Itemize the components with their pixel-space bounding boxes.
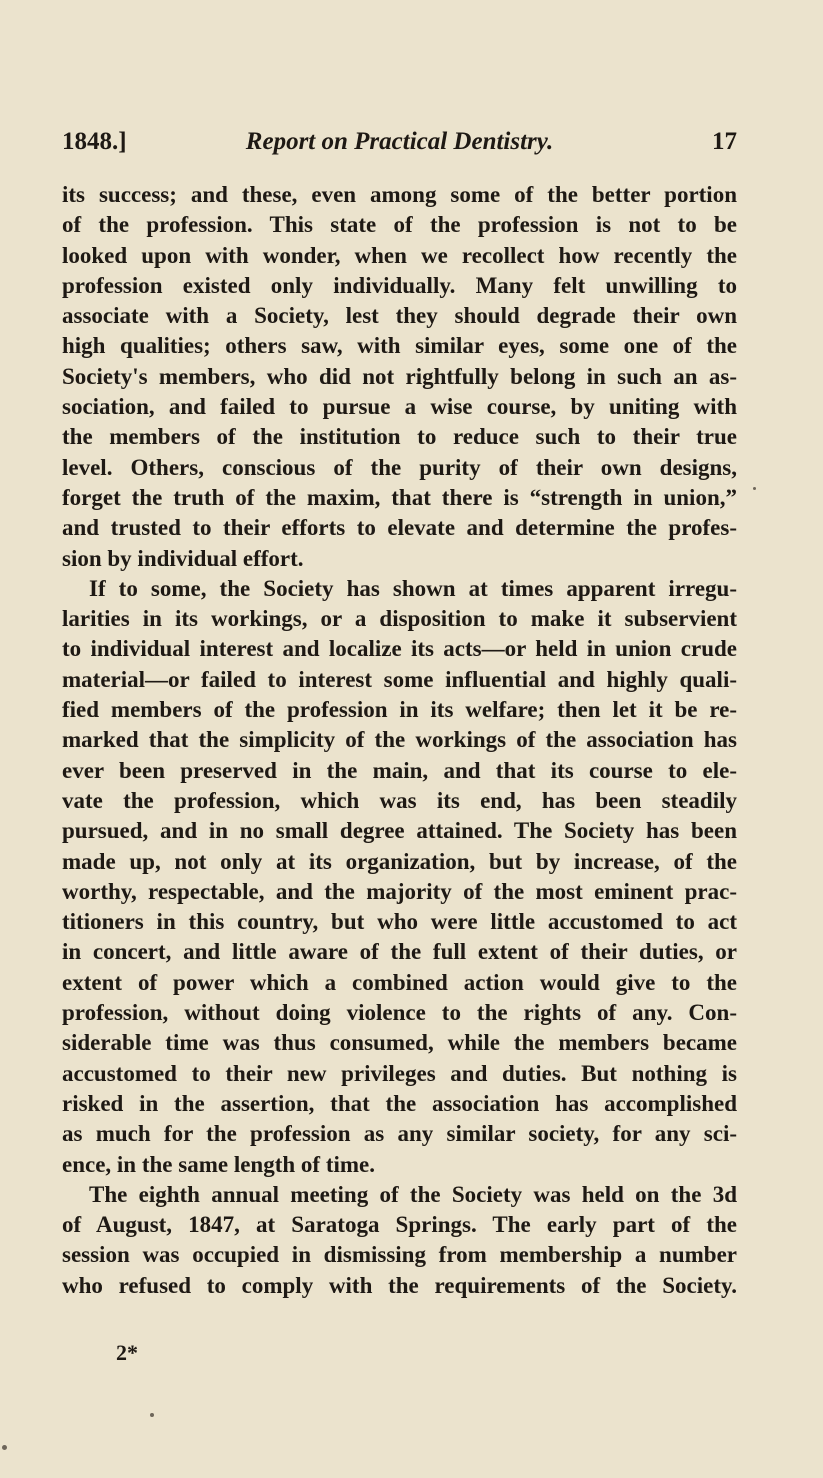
text-line: vate the profession, which was its end, has been steadily (62, 787, 737, 813)
text-line: sociation, and failed to pursue a wise course, by uniting with (62, 394, 737, 420)
text-line: accustomed to their new privileges and duties. But nothing is (62, 1060, 737, 1086)
text-line: fied members of the profession in its welfare; then let it be re- (62, 697, 737, 723)
text-line: who refused to comply with the requirements of the Society. (62, 1272, 737, 1298)
body-text (62, 180, 737, 1301)
text-line: its success; and these, even among some of the better portion (62, 182, 737, 207)
text-line: and trusted to their efforts to elevate and determine the profes- (62, 515, 737, 541)
text-line: sion by individual effort. (62, 545, 304, 571)
text-line: looked upon with wonder, when we recollect how recently the (62, 242, 737, 268)
text-line: The eighth annual meeting of the Society was held on the 3d (89, 1181, 737, 1207)
header-year: 1848.] (62, 128, 127, 155)
page-number: 17 (712, 128, 737, 155)
text-line: worthy, respectable, and the majority of the most eminent prac- (62, 878, 737, 904)
text-line: the members of the institution to reduce such to their true (62, 424, 737, 450)
text-line: profession, without doing violence to the rights of any. Con- (62, 1000, 737, 1026)
text-line: material—or failed to interest some influential and highly quali- (62, 666, 737, 692)
running-header (62, 128, 737, 164)
text-line: as much for the profession as any similar society, for any sci- (62, 1121, 737, 1147)
text-line: level. Others, conscious of the purity of their own designs, (62, 454, 737, 480)
text-line: pursued, and in no small degree attained. The Society has been (62, 818, 737, 844)
header-title: Report on Practical Dentistry. (245, 128, 554, 155)
text-line: ever been preserved in the main, and that its course to ele- (62, 757, 737, 783)
paper-speck (753, 487, 756, 490)
text-line: of August, 1847, at Saratoga Springs. The early part of the (62, 1212, 737, 1238)
text-line: titioners in this country, but who were little accustomed to act (62, 909, 737, 935)
text-line: larities in its workings, or a disposition to make it subservient (62, 606, 737, 632)
text-line: to individual interest and localize its acts—or held in union crude (62, 636, 737, 662)
text-line: risked in the assertion, that the association has accomplished (62, 1090, 737, 1116)
text-line: forget the truth of the maxim, that there is “strength in union,” (62, 484, 737, 510)
text-line: marked that the simplicity of the workings of the association has (62, 727, 737, 753)
text-line: profession existed only individually. Many felt unwilling to (62, 272, 737, 298)
text-line: session was occupied in dismissing from membership a number (62, 1242, 737, 1268)
paper-speck (150, 1413, 154, 1417)
text-line: extent of power which a combined action would give to the (62, 969, 737, 995)
text-line: made up, not only at its organization, but by increase, of the (62, 848, 737, 874)
text-line: associate with a Society, lest they should degrade their own (62, 303, 737, 329)
text-line: ence, in the same length of time. (62, 1151, 375, 1177)
text-line: in concert, and little aware of the full extent of their duties, or (62, 939, 737, 965)
paper-speck (2, 1445, 7, 1450)
text-line: Society's members, who did not rightfully belong in such an as- (62, 363, 737, 389)
text-line: high qualities; others saw, with similar eyes, some one of the (62, 333, 737, 359)
text-line: If to some, the Society has shown at times apparent irregu- (89, 575, 737, 601)
text-line: of the profession. This state of the profession is not to be (62, 212, 737, 238)
signature-mark: 2* (116, 1340, 138, 1365)
text-line: siderable time was thus consumed, while the members became (62, 1030, 737, 1056)
